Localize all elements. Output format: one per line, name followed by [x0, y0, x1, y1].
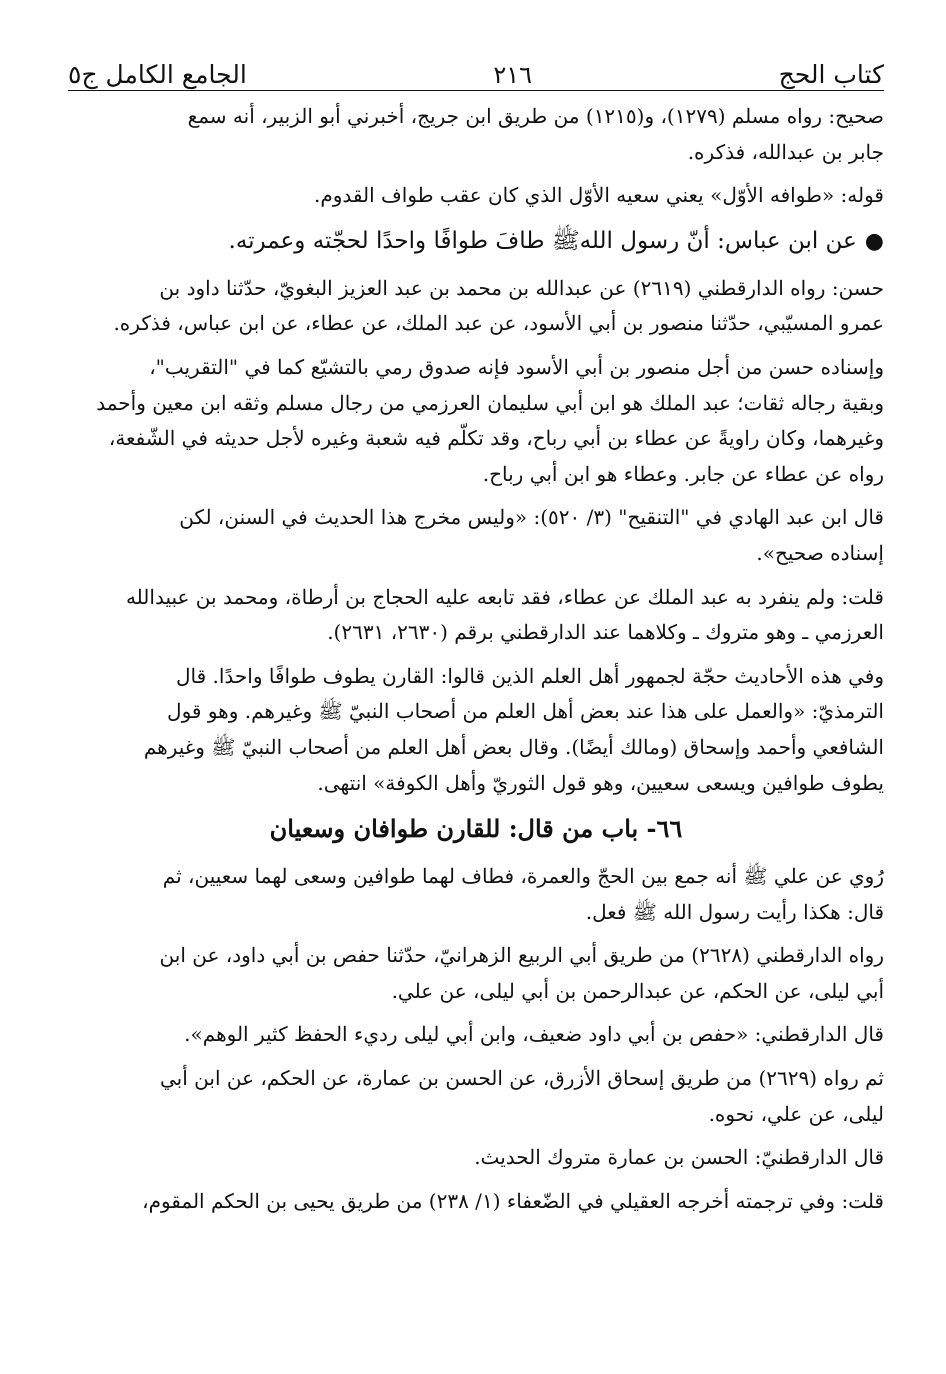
commentary-paragraph: قلت: ولم ينفرد به عبد الملك عن عطاء، فقد تابعه عليه الحجاج بن أرطاة، ومحمد بن عبيدالله العرزمي ـ وهو متروك ـ وكلاهما عند الدارقطني برقم (٢٦٣٠، ٢٦٣١). — [125, 584, 884, 645]
book-title: الجامع الكامل ج٥ — [68, 60, 247, 89]
chapter-title: ٦٦- باب من قال: للقارن طوافان وسعيان — [269, 814, 683, 844]
page-number: ٢١٦ — [493, 61, 533, 89]
narration-paragraph: رُوي عن علي ﷺ أنه جمع بين الحجّ والعمرة، فطاف لهما طوافين وسعى لهما سعيين، ثم قال: هكذا رأيت رسول الله ﷺ فعل. — [162, 864, 884, 924]
takhrij-paragraph: حسن: رواه الدارقطني (٢٦١٩) عن عبدالله بن محمد بن عبد العزيز البغويّ، حدّثنا داود بن عمرو المسيّبي، حدّثنا منصور بن أبي الأسود، عن عبد الملك، عن عطاء، عن ابن عباس، فذكره. — [113, 275, 884, 336]
commentary-paragraph: قوله: «طوافه الأوّل» يعني سعيه الأوّل الذي كان عقب طواف القدوم. — [314, 183, 884, 208]
hadith-text-content: عن ابن عباس: أنّ رسول اللهﷺ طافَ طوافًا واحدًا لحجّته وعمرته. — [228, 227, 857, 254]
bullet-icon: ● — [864, 228, 884, 254]
commentary-paragraph: قال الدارقطنيّ: الحسن بن عمارة متروك الحديث. — [474, 1145, 884, 1170]
commentary-paragraph: قال ابن عبد الهادي في "التنقيح" (٣/ ٥٢٠): «وليس مخرج هذا الحديث في السنن، لكن إسناده صحيح». — [179, 505, 884, 565]
book-section-title: كتاب الحج — [778, 60, 884, 89]
commentary-paragraph: قال الدارقطني: «حفص بن أبي داود ضعيف، وابن أبي ليلى رديء الحفظ كثير الوهم». — [184, 1022, 884, 1047]
commentary-paragraph: قلت: وفي ترجمته أخرجه العقيلي في الضّعفاء (١/ ٢٣٨) من طريق يحيى بن الحكم المقوم، — [142, 1188, 884, 1213]
hadith-text — [68, 222, 884, 261]
commentary-paragraph: وإسناده حسن من أجل منصور بن أبي الأسود فإنه صدوق رمي بالتشيّع كما في "التقريب"، وبقية رجاله ثقات؛ عبد الملك هو ابن أبي سليمان العرزمي من رجال مسلم وثقه ابن معين وأحمد وغيرهما، وكان راويةً عن عطاء بن أبي رباح، وقد تكلّم فيه شعبة وغيره لأجل حديثه في الشّفعة، رواه عن عطاء عن جابر. وعطاء هو ابن أبي رباح. — [96, 354, 884, 486]
commentary-paragraph: وفي هذه الأحاديث حجّة لجمهور أهل العلم الذين قالوا: القارن يطوف طوافًا واحدًا. قال الترمذيّ: «والعمل على هذا عند بعض أهل العلم من أصحاب النبيّ ﷺ وغيرهم. وهو قول الشافعي وأحمد وإسحاق (ومالك أيضًا). وقال بعض أهل العلم من أصحاب النبيّ ﷺ وغيرهم يطوف طوافين ويسعى سعيين، وهو قول الثوريّ وأهل الكوفة» انتهى. — [143, 663, 884, 795]
page-body — [68, 99, 884, 1219]
page-header — [68, 46, 884, 91]
takhrij-paragraph: صحيح: رواه مسلم (١٢٧٩)، و(١٢١٥) من طريق ابن جريج، أخبرني أبو الزبير، أنه سمع جابر بن عبدالله، فذكره. — [187, 104, 884, 164]
takhrij-paragraph: ثم رواه (٢٦٢٩) من طريق إسحاق الأزرق، عن الحسن بن عمارة، عن الحكم، عن ابن أبي ليلى، عن علي، نحوه. — [160, 1066, 884, 1126]
takhrij-paragraph: رواه الدارقطني (٢٦٢٨) من طريق أبي الربيع الزهرانيّ، حدّثنا حفص بن أبي داود، عن ابن أبي ليلى، عن الحكم، عن عبدالرحمن بن أبي ليلى، عن علي. — [159, 943, 884, 1003]
